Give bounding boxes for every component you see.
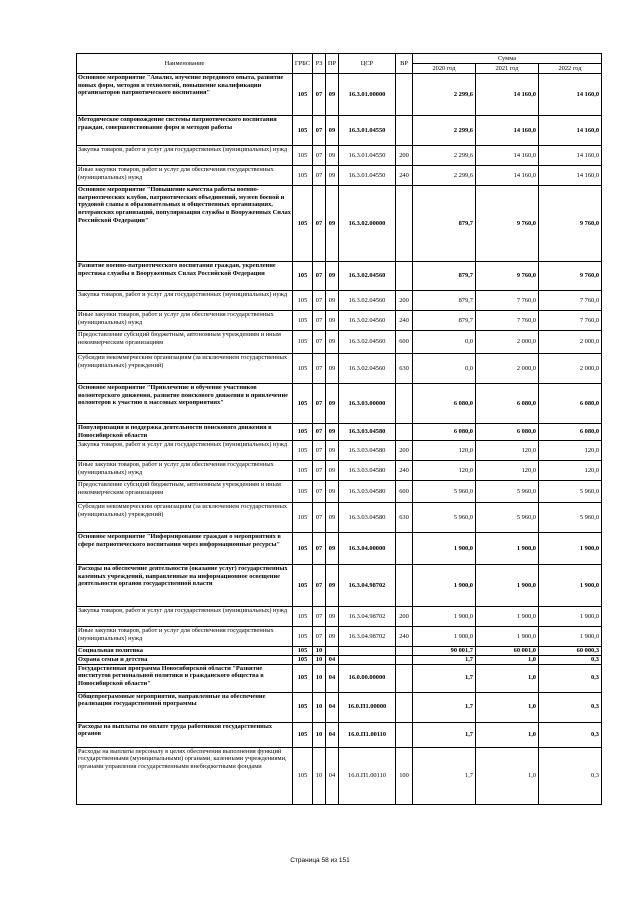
col-pr-header: ПР [326,54,339,74]
table-row [77,692,602,722]
cell-y2020: 2 299,6 [413,166,476,186]
cell-csr: 16.3.03.04580 [339,481,396,503]
cell-grbs: 105 [293,384,313,424]
cell-y2020: 1,7 [413,747,476,804]
cell-y2020: 120,0 [413,461,476,481]
cell-rz: 07 [313,311,326,331]
cell-name: Основное мероприятие "Привлечение и обучение участников волонтерского движения, развитие поискового движения и привлечение волонтеров к участию в массовых мероприятиях" [77,384,293,424]
cell-y2021: 9 760,0 [476,186,539,262]
cell-pr: 09 [326,461,339,481]
cell-rz: 07 [313,354,326,384]
cell-name: Иные закупки товаров, работ и услуг для обеспечения государственных (муниципальных) нужд [77,627,293,647]
cell-y2022: 2 000,0 [539,331,602,354]
cell-rz: 07 [313,146,326,166]
cell-name: Закупка товаров, работ и услуг для государственных (муниципальных) нужд [77,441,293,461]
cell-y2021: 5 960,0 [476,503,539,533]
cell-rz: 10 [313,692,326,722]
cell-pr: 09 [326,291,339,311]
cell-y2021: 14 160,0 [476,146,539,166]
table-row [77,424,602,441]
cell-vr: 200 [396,441,413,461]
cell-csr: 16.3.02.04560 [339,331,396,354]
cell-pr: 09 [326,503,339,533]
table-row [77,481,602,503]
table-row [77,565,602,607]
cell-csr: 16.0.П1.00000 [339,692,396,722]
cell-grbs: 105 [293,331,313,354]
table-row [77,647,602,656]
cell-pr: 04 [326,656,339,665]
cell-vr: 240 [396,311,413,331]
cell-grbs: 105 [293,262,313,291]
cell-y2022: 14 160,0 [539,146,602,166]
cell-grbs: 105 [293,116,313,146]
table-row [77,262,602,291]
cell-name: Иные закупки товаров, работ и услуг для обеспечения государственных (муниципальных) нужд [77,461,293,481]
cell-vr: 600 [396,481,413,503]
cell-y2021: 14 160,0 [476,74,539,116]
cell-y2021: 60 001,0 [476,647,539,656]
cell-y2022: 0,3 [539,692,602,722]
table-row [77,533,602,565]
cell-vr [396,647,413,656]
cell-y2021: 7 760,0 [476,311,539,331]
cell-y2020: 5 960,0 [413,503,476,533]
cell-csr: 16.3.02.04560 [339,354,396,384]
cell-pr: 09 [326,166,339,186]
col-sum-header: Сумма [413,54,602,64]
cell-name: Закупка товаров, работ и услуг для государственных (муниципальных) нужд [77,607,293,627]
table-row [77,311,602,331]
cell-y2021: 1,0 [476,664,539,692]
cell-rz: 07 [313,533,326,565]
cell-pr: 09 [326,146,339,166]
cell-pr: 09 [326,607,339,627]
cell-vr [396,722,413,747]
table-row [77,186,602,262]
col-vr-header: ВР [396,54,413,74]
cell-csr: 16.0.П1.00110 [339,747,396,804]
table-row [77,146,602,166]
cell-grbs: 105 [293,664,313,692]
cell-rz: 10 [313,647,326,656]
cell-vr [396,116,413,146]
cell-grbs: 105 [293,74,313,116]
cell-csr: 16.3.02.04560 [339,311,396,331]
cell-vr [396,186,413,262]
cell-name: Государственная программа Новосибирской области "Развитие институтов региональной политики и гражданского общества в Новосибирской области" [77,664,293,692]
cell-y2021: 14 160,0 [476,166,539,186]
cell-rz: 07 [313,627,326,647]
cell-grbs: 105 [293,424,313,441]
cell-pr: 09 [326,627,339,647]
cell-y2020: 1 900,0 [413,607,476,627]
cell-rz: 07 [313,384,326,424]
col-2020-header: 2020 год [413,64,476,74]
cell-grbs: 105 [293,461,313,481]
table-row [77,747,602,804]
cell-y2020: 2 299,6 [413,74,476,116]
table-row [77,461,602,481]
cell-grbs: 105 [293,627,313,647]
cell-grbs: 105 [293,656,313,665]
col-grbs-header: ГРБС [293,54,313,74]
cell-y2021: 2 000,0 [476,331,539,354]
cell-name: Основное мероприятие "Повышение качества работы военно-патриотических клубов, патриотических объединений, музеев боевой и трудовой славы в образовательных и общественных организациях, ветеранских организаций, популяризация службы в Вооруженных Силах Российской Федерации" [77,186,293,262]
cell-pr: 09 [326,116,339,146]
cell-vr: 600 [396,331,413,354]
cell-grbs: 105 [293,692,313,722]
cell-vr: 240 [396,627,413,647]
cell-rz: 07 [313,461,326,481]
cell-vr: 200 [396,291,413,311]
cell-name: Субсидии некоммерческим организациям (за исключением государственных (муниципальных) учреждений) [77,354,293,384]
cell-vr [396,664,413,692]
cell-rz: 07 [313,116,326,146]
cell-pr: 04 [326,664,339,692]
cell-y2020: 6 080,0 [413,424,476,441]
cell-csr: 16.3.01.04550 [339,116,396,146]
cell-pr: 04 [326,722,339,747]
cell-y2022: 0,3 [539,664,602,692]
cell-pr: 09 [326,533,339,565]
cell-y2021: 1,0 [476,692,539,722]
cell-y2021: 9 760,0 [476,262,539,291]
cell-name: Закупка товаров, работ и услуг для государственных (муниципальных) нужд [77,291,293,311]
cell-csr: 16.3.04.98702 [339,607,396,627]
cell-rz: 07 [313,607,326,627]
cell-grbs: 105 [293,722,313,747]
cell-csr: 16.3.01.04550 [339,146,396,166]
cell-rz: 07 [313,331,326,354]
cell-y2020: 2 299,6 [413,116,476,146]
cell-y2020: 1 900,0 [413,533,476,565]
cell-y2020: 0,0 [413,331,476,354]
cell-rz: 07 [313,441,326,461]
cell-name: Расходы на выплаты персоналу в целях обеспечения выполнения функций государственными (муниципальными) органами, казенными учреждениями, органами управления государственными внебюджетными фондами [77,747,293,804]
cell-y2021: 120,0 [476,441,539,461]
cell-pr: 09 [326,424,339,441]
table-row [77,354,602,384]
cell-y2020: 1,7 [413,656,476,665]
cell-vr [396,424,413,441]
cell-rz: 07 [313,503,326,533]
table-row [77,331,602,354]
cell-y2021: 1,0 [476,722,539,747]
cell-name: Методическое сопровождение системы патриотического воспитания граждан, совершенствование форм и методов работы [77,116,293,146]
cell-y2022: 7 760,0 [539,311,602,331]
cell-grbs: 105 [293,747,313,804]
cell-y2022: 6 080,0 [539,384,602,424]
cell-y2022: 9 760,0 [539,186,602,262]
cell-y2020: 1,7 [413,722,476,747]
cell-rz: 07 [313,291,326,311]
cell-name: Предоставление субсидий бюджетным, автономным учреждениям и иным некоммерческим организациям [77,481,293,503]
cell-vr: 630 [396,503,413,533]
cell-rz: 07 [313,186,326,262]
table-row [77,291,602,311]
cell-y2020: 1,7 [413,692,476,722]
cell-vr: 200 [396,607,413,627]
cell-y2020: 90 001,7 [413,647,476,656]
cell-pr: 09 [326,481,339,503]
cell-pr [326,647,339,656]
col-2022-header: 2022 год [539,64,602,74]
cell-name: Иные закупки товаров, работ и услуг для обеспечения государственных (муниципальных) нужд [77,166,293,186]
cell-name: Иные закупки товаров, работ и услуг для обеспечения государственных (муниципальных) нужд [77,311,293,331]
cell-csr: 16.3.04.98702 [339,565,396,607]
cell-grbs: 105 [293,441,313,461]
cell-name: Охрана семьи и детства [77,656,293,665]
cell-y2021: 6 080,0 [476,384,539,424]
cell-csr [339,647,396,656]
cell-grbs: 105 [293,146,313,166]
cell-name: Расходы на обеспечение деятельности (оказание услуг) государственных казенных учреждений, направленные на информационное освещение деятельности органов государственной власти [77,565,293,607]
cell-csr: 16.3.04.00000 [339,533,396,565]
cell-y2021: 1 900,0 [476,607,539,627]
cell-pr: 09 [326,441,339,461]
cell-pr: 09 [326,74,339,116]
cell-rz: 07 [313,565,326,607]
cell-y2022: 0,3 [539,747,602,804]
cell-vr [396,656,413,665]
cell-rz: 07 [313,166,326,186]
cell-y2022: 1 900,0 [539,607,602,627]
cell-y2020: 5 960,0 [413,481,476,503]
cell-y2021: 7 760,0 [476,291,539,311]
cell-csr: 16.3.03.00000 [339,384,396,424]
cell-name: Развитие военно-патриотического воспитания граждан, укрепление престижа службы в Вооруженных Силах Российской Федерации [77,262,293,291]
cell-name: Основное мероприятие "Анализ, изучение передового опыта, развитие новых форм, методов и технологий, повышение квалификации организаторов патриотического воспитания" [77,74,293,116]
page-footer: Страница 58 из 151 [290,857,350,864]
cell-vr [396,533,413,565]
table-row [77,664,602,692]
cell-y2022: 120,0 [539,441,602,461]
cell-y2021: 1 900,0 [476,565,539,607]
cell-pr: 04 [326,692,339,722]
col-csr-header: ЦСР [339,54,396,74]
cell-rz: 07 [313,74,326,116]
cell-grbs: 105 [293,565,313,607]
cell-y2020: 2 299,6 [413,146,476,166]
cell-y2021: 1 900,0 [476,627,539,647]
cell-rz: 10 [313,664,326,692]
cell-grbs: 105 [293,481,313,503]
cell-y2020: 6 080,0 [413,384,476,424]
cell-csr: 16.0.00.00000 [339,664,396,692]
cell-grbs: 105 [293,311,313,331]
cell-y2021: 14 160,0 [476,116,539,146]
cell-y2022: 14 160,0 [539,116,602,146]
cell-pr: 09 [326,262,339,291]
budget-table [76,53,602,805]
budget-table-wrapper [76,53,601,805]
cell-csr: 16.3.04.98702 [339,627,396,647]
col-name-header: Наименование [77,54,293,74]
cell-y2021: 1,0 [476,656,539,665]
cell-y2022: 7 760,0 [539,291,602,311]
cell-name: Популяризация и поддержка деятельности поискового движения в Новосибирской области [77,424,293,441]
cell-y2022: 14 160,0 [539,166,602,186]
cell-csr: 16.3.02.00000 [339,186,396,262]
cell-y2020: 879,7 [413,186,476,262]
cell-pr: 09 [326,186,339,262]
table-row [77,74,602,116]
cell-y2021: 2 000,0 [476,354,539,384]
cell-csr: 16.3.03.04580 [339,441,396,461]
cell-y2020: 879,7 [413,291,476,311]
table-row [77,384,602,424]
cell-pr: 09 [326,354,339,384]
cell-y2022: 5 960,0 [539,481,602,503]
cell-y2022: 14 160,0 [539,74,602,116]
cell-rz: 07 [313,481,326,503]
cell-csr: 16.3.02.04560 [339,291,396,311]
cell-rz: 10 [313,722,326,747]
cell-vr: 200 [396,146,413,166]
cell-y2020: 120,0 [413,441,476,461]
cell-csr: 16.3.02.04560 [339,262,396,291]
cell-y2022: 9 760,0 [539,262,602,291]
cell-grbs: 105 [293,607,313,627]
table-row [77,627,602,647]
cell-vr: 240 [396,461,413,481]
cell-y2022: 0,3 [539,656,602,665]
cell-vr: 100 [396,747,413,804]
cell-csr [339,656,396,665]
cell-csr: 16.3.03.04580 [339,503,396,533]
cell-grbs: 105 [293,533,313,565]
cell-rz: 07 [313,262,326,291]
cell-vr [396,565,413,607]
cell-y2022: 1 900,0 [539,565,602,607]
cell-y2022: 60 000,3 [539,647,602,656]
cell-y2020: 1 900,0 [413,565,476,607]
cell-grbs: 105 [293,186,313,262]
cell-name: Основное мероприятие "Информирование граждан о мероприятиях в сфере патриотического воспитания через информационные ресурсы" [77,533,293,565]
cell-y2020: 1,7 [413,664,476,692]
cell-vr: 630 [396,354,413,384]
cell-y2020: 879,7 [413,262,476,291]
table-row [77,441,602,461]
cell-vr [396,262,413,291]
cell-grbs: 105 [293,647,313,656]
col-2021-header: 2021 год [476,64,539,74]
cell-pr: 09 [326,384,339,424]
cell-csr: 16.3.01.04550 [339,166,396,186]
cell-y2022: 1 900,0 [539,533,602,565]
cell-pr: 04 [326,747,339,804]
cell-grbs: 105 [293,354,313,384]
cell-vr: 240 [396,166,413,186]
cell-y2022: 1 900,0 [539,627,602,647]
cell-y2021: 1,0 [476,747,539,804]
table-row [77,607,602,627]
cell-name: Социальная политика [77,647,293,656]
cell-name: Субсидии некоммерческим организациям (за исключением государственных (муниципальных) учреждений) [77,503,293,533]
cell-vr [396,384,413,424]
cell-y2020: 1 900,0 [413,627,476,647]
cell-pr: 09 [326,331,339,354]
cell-pr: 09 [326,565,339,607]
cell-y2020: 0,0 [413,354,476,384]
cell-name: Предоставление субсидий бюджетным, автономным учреждениям и иным некоммерческим организациям [77,331,293,354]
cell-pr: 09 [326,311,339,331]
cell-name: Общепрограммные мероприятия, направленные на обеспечение реализации государственной программы [77,692,293,722]
table-row [77,656,602,665]
cell-y2022: 6 080,0 [539,424,602,441]
cell-y2022: 2 000,0 [539,354,602,384]
cell-y2022: 5 960,0 [539,503,602,533]
cell-csr: 16.0.П1.00110 [339,722,396,747]
cell-y2021: 120,0 [476,461,539,481]
cell-name: Расходы на выплаты по оплате труда работников государственных органов [77,722,293,747]
cell-rz: 07 [313,424,326,441]
cell-y2021: 5 960,0 [476,481,539,503]
cell-y2021: 6 080,0 [476,424,539,441]
cell-y2021: 1 900,0 [476,533,539,565]
table-body [77,74,602,805]
cell-csr: 16.3.03.04580 [339,424,396,441]
cell-y2020: 879,7 [413,311,476,331]
cell-grbs: 105 [293,503,313,533]
cell-rz: 10 [313,747,326,804]
table-row [77,722,602,747]
table-row [77,116,602,146]
cell-csr: 16.3.01.00000 [339,74,396,116]
cell-vr [396,692,413,722]
cell-grbs: 105 [293,166,313,186]
table-header [77,54,602,74]
cell-vr [396,74,413,116]
table-row [77,503,602,533]
cell-grbs: 105 [293,291,313,311]
cell-name: Закупка товаров, работ и услуг для государственных (муниципальных) нужд [77,146,293,166]
col-rz-header: РЗ [313,54,326,74]
cell-rz: 10 [313,656,326,665]
cell-y2022: 0,3 [539,722,602,747]
cell-y2022: 120,0 [539,461,602,481]
table-row [77,166,602,186]
cell-csr: 16.3.03.04580 [339,461,396,481]
